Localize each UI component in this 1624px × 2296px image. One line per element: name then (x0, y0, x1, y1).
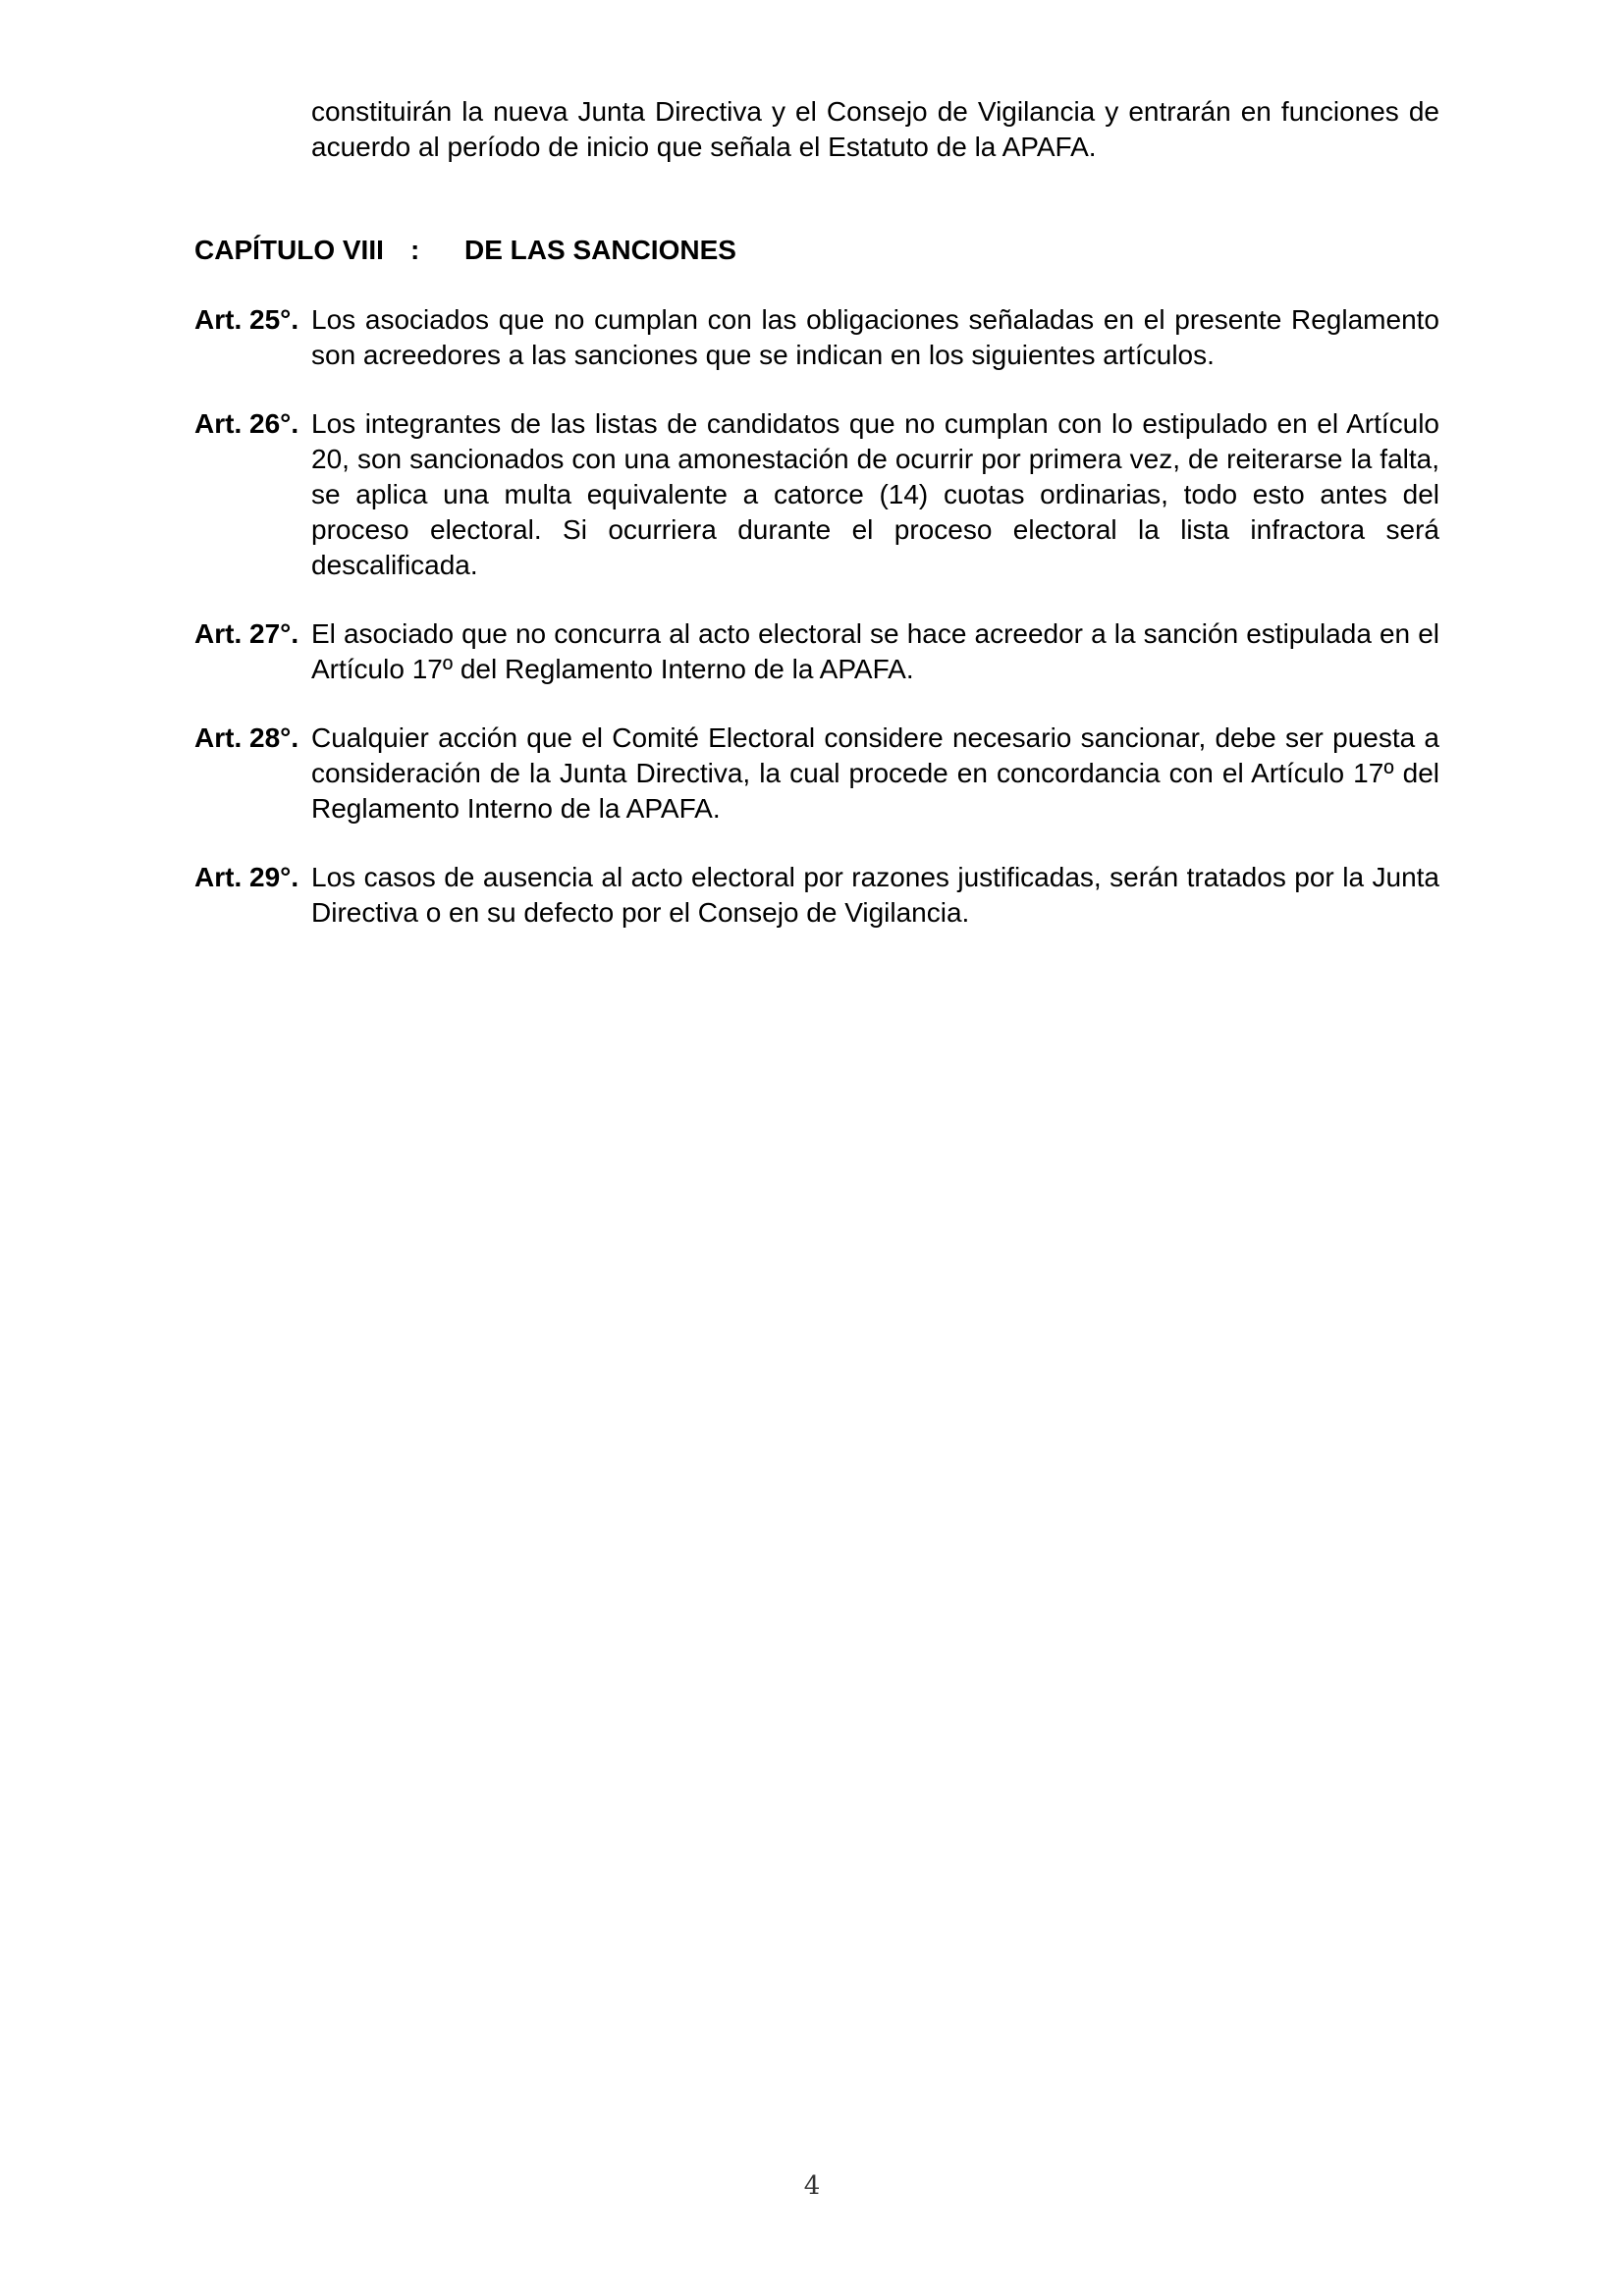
article-25 (194, 302, 1439, 373)
chapter-title: DE LAS SANCIONES (464, 235, 736, 265)
article-29 (194, 860, 1439, 931)
article-text: Los casos de ausencia al acto electoral por razones justificadas, serán tratados por la Junta Directiva o en su defecto por el Consejo de Vigilancia. (311, 862, 1439, 928)
chapter-heading (194, 233, 1439, 268)
article-28 (194, 721, 1439, 827)
article-number: Art. 29°. (194, 862, 299, 892)
article-text: El asociado que no concurra al acto electoral se hace acreedor a la sanción estipulada en el Artículo 17º del Reglamento Interno de la APAFA. (311, 618, 1439, 684)
article-number: Art. 28°. (194, 722, 299, 753)
article-number: Art. 27°. (194, 618, 299, 649)
article-text: Cualquier acción que el Comité Electoral considere necesario sancionar, debe ser puesta a consideración de la Junta Directiva, la cual procede en concordancia con el Artículo 17º del Reglamento Interno de la APAFA. (311, 722, 1439, 824)
page-number: 4 (803, 2171, 821, 2201)
article-27 (194, 616, 1439, 687)
article-26 (194, 406, 1439, 583)
document-body (194, 94, 1439, 931)
chapter-number: CAPÍTULO VIII (194, 235, 384, 265)
article-number: Art. 25°. (194, 304, 299, 335)
chapter-separator: : (410, 235, 420, 265)
article-text: Los integrantes de las listas de candidatos que no cumplan con lo estipulado en el Artículo 20, son sancionados con una amonestación de ocurrir por primera vez, de reiterarse la falta, se aplica una multa equivalente a catorce (14) cuotas ordinarias, todo esto antes del proceso electoral. Si ocurriera durante el proceso electoral la lista infractora será descalificada. (311, 408, 1439, 580)
intro-paragraph: constituirán la nueva Junta Directiva y el Consejo de Vigilancia y entrarán en funciones de acuerdo al período de inicio que señala el Estatuto de la APAFA. (311, 96, 1439, 162)
article-number: Art. 26°. (194, 408, 299, 439)
article-text: Los asociados que no cumplan con las obligaciones señaladas en el presente Reglamento son acreedores a las sanciones que se indican en los siguientes artículos. (311, 304, 1439, 370)
